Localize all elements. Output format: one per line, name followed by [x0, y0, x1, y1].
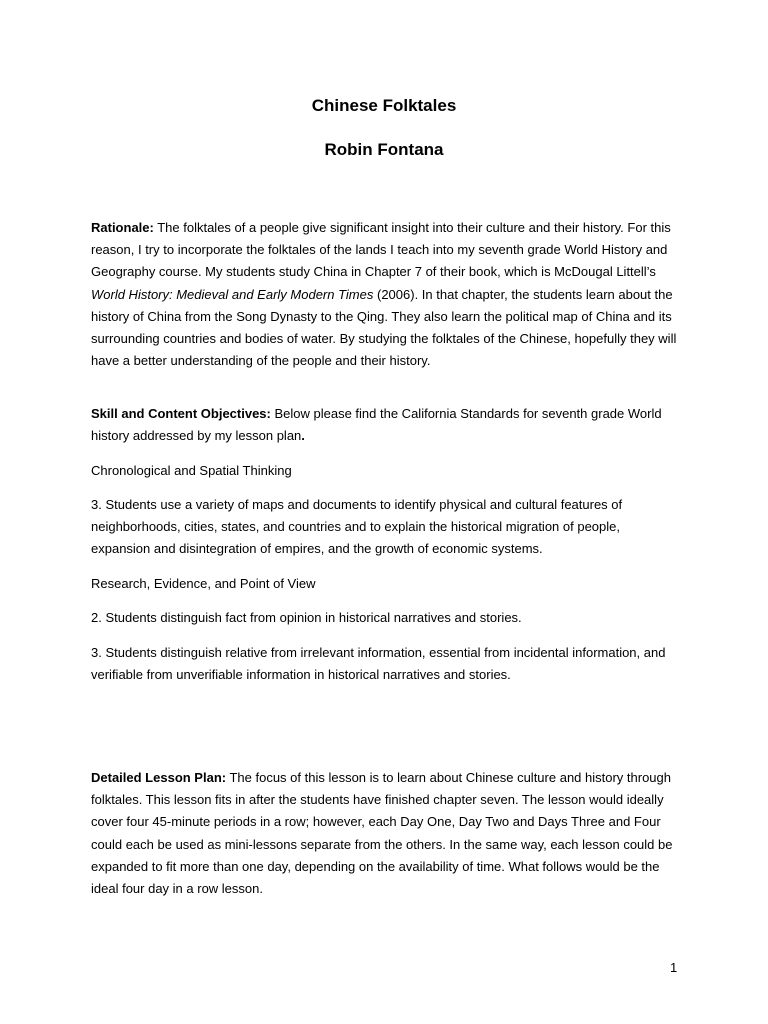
book-title: World History: Medieval and Early Modern Times [91, 286, 374, 302]
lesson-plan-label: Detailed Lesson Plan: [91, 770, 227, 785]
objectives-period: . [301, 428, 305, 444]
standard-research-2: 2. Students distinguish fact from opinion in historical narratives and stories. [91, 610, 522, 625]
page-number: 1 [670, 960, 678, 975]
section-heading-spatial: Chronological and Spatial Thinking [91, 463, 292, 478]
rationale-paragraph [91, 217, 681, 372]
rationale-label: Rationale: [91, 220, 154, 235]
objectives-label: Skill and Content Objectives: [91, 406, 271, 421]
standard-research-3: 3. Students distinguish relative from irrelevant information, essential from incidental information, and verifiable from unverifiable information in historical narratives and stories. [91, 645, 666, 683]
objectives-text: Below please find the California Standards for seventh grade World history addressed by my lesson plan [91, 406, 662, 444]
rationale-text-2: (2006). In that chapter, the students learn about the history of China from the Song Dynasty to the Qing. They also learn the political map of China and its surrounding countries and bodies of water. By studying the folktales of the Chinese, hopefully they will have a better understanding of the people and their history. [91, 286, 677, 369]
document-title: Chinese Folktales [311, 96, 457, 115]
document-author: Robin Fontana [324, 140, 444, 159]
standard-spatial-3: 3. Students use a variety of maps and documents to identify physical and cultural features of neighborhoods, cities, states, and countries and to explain the historical migration of people, expansion and disintegration of empires, and the growth of economic systems. [91, 497, 623, 557]
lesson-plan-paragraph [91, 767, 681, 900]
lesson-plan-text: The focus of this lesson is to learn about Chinese culture and history through folktales. This lesson fits in after the students have finished chapter seven. The lesson would ideally cover four 45-minute periods in a row; however, each Day One, Day Two and Days Three and Four could each be used as mini-lessons separate from the others. In the same way, each lesson could be expanded to fit more than one day, depending on the availability of time. What follows would be the ideal four day in a row lesson. [91, 770, 673, 897]
section-heading-research: Research, Evidence, and Point of View [91, 576, 316, 591]
rationale-text-1: The folktales of a people give significant insight into their culture and their history. For this reason, I try to incorporate the folktales of the lands I teach into my seventh grade World History and Geography course. My students study China in Chapter 7 of their book, which is McDougal Littell’s [91, 220, 671, 280]
objectives-paragraph [91, 403, 681, 447]
